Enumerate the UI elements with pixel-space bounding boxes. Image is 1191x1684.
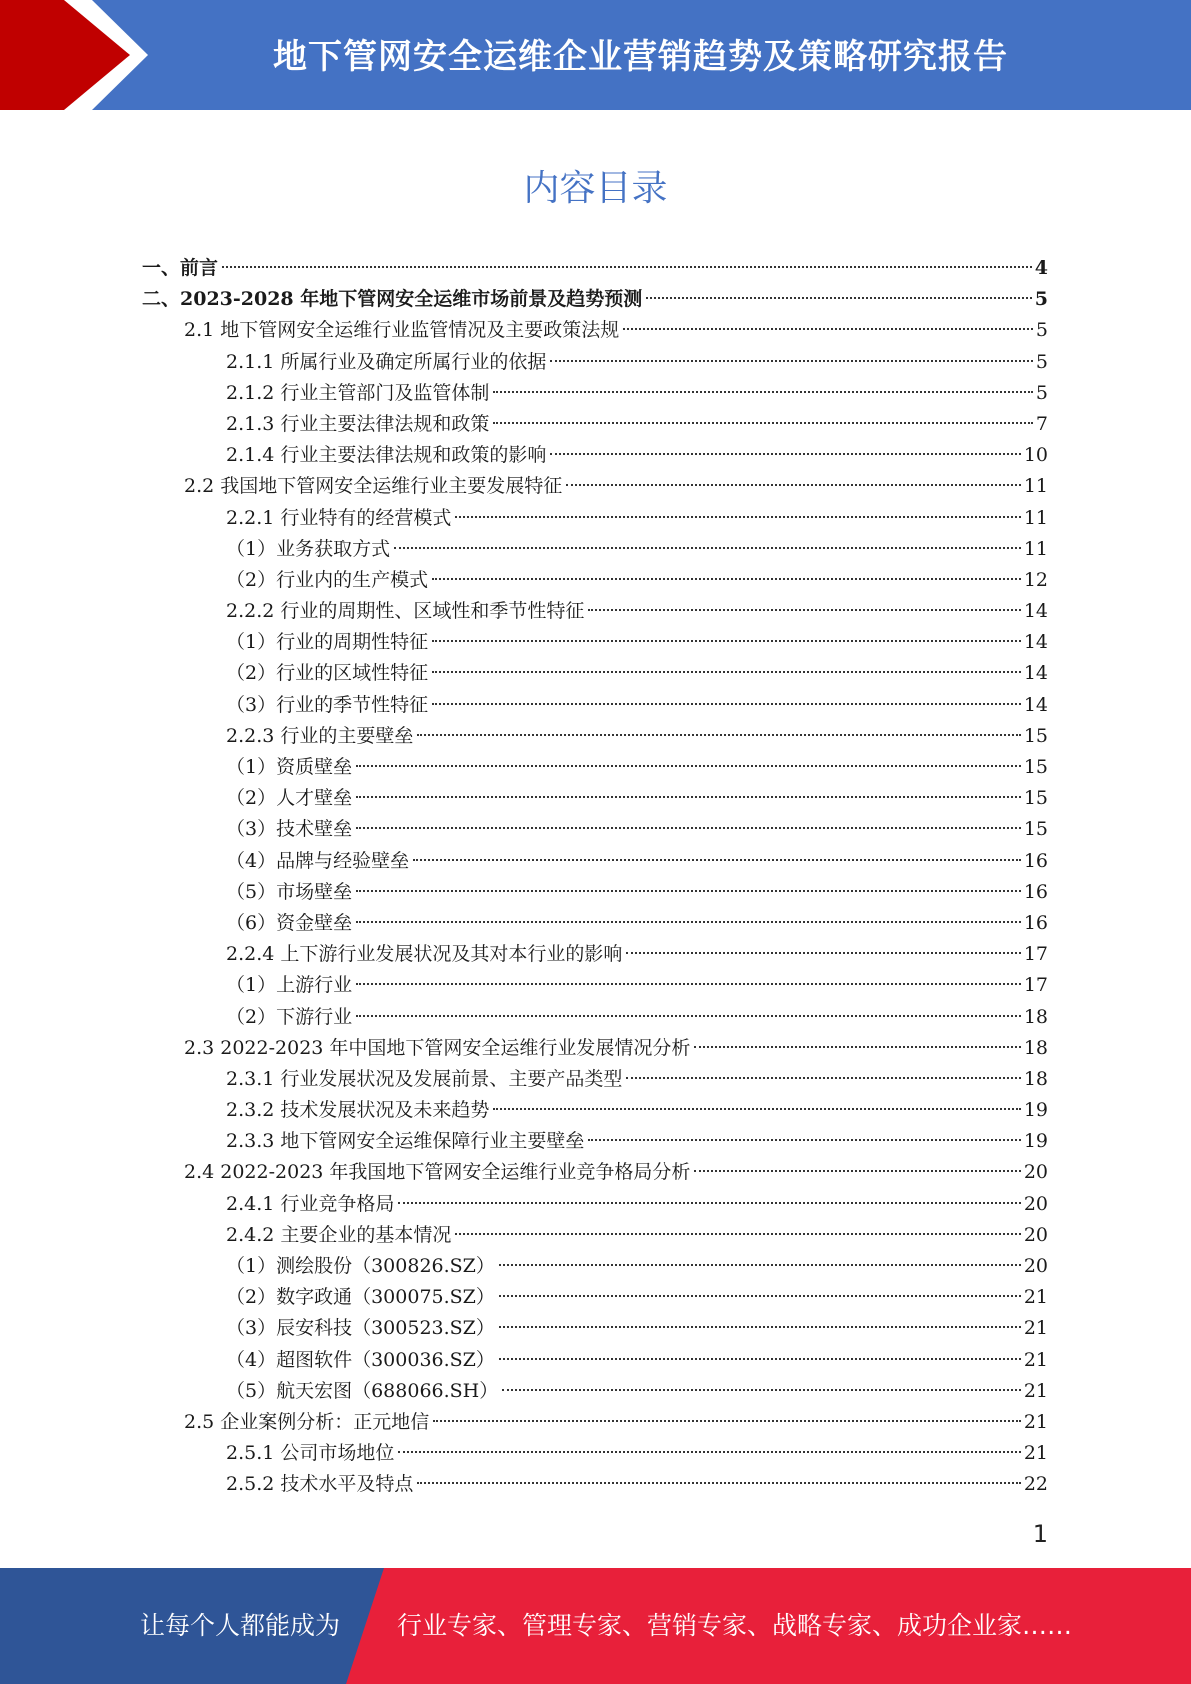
toc-entry[interactable] [142, 284, 1048, 315]
toc-entry-title: （1）测绘股份（300826.SZ） [226, 1255, 495, 1277]
toc-entry-title: 2.1.3 行业主要法律法规和政策 [226, 412, 490, 435]
page-header [0, 0, 1191, 110]
toc-dot-leader [432, 703, 1021, 705]
toc-entry-title: （3）技术壁垒 [226, 818, 353, 841]
toc-entry-title: 2.2.3 行业的主要壁垒 [226, 724, 414, 747]
toc-entry-title: 2.5 企业案例分析：正元地信 [184, 1410, 430, 1433]
toc-entry[interactable] [226, 939, 1048, 970]
toc-dot-leader [394, 547, 1021, 549]
toc-entry[interactable] [226, 627, 1048, 658]
toc-entry-title: 2.2.4 上下游行业发展状况及其对本行业的影响 [226, 943, 623, 966]
toc-entry[interactable] [226, 721, 1048, 752]
toc-entry-page: 20 [1023, 1223, 1048, 1246]
toc-dot-leader [550, 360, 1033, 362]
toc-entry-page: 18 [1023, 1067, 1048, 1090]
toc-dot-leader [433, 1420, 1021, 1422]
toc-entry[interactable] [226, 752, 1048, 783]
toc-entry-page: 5 [1035, 319, 1048, 342]
toc-entry-page: 10 [1023, 444, 1048, 467]
toc-dot-leader [417, 734, 1020, 736]
toc-entry-title: （1）上游行业 [226, 974, 353, 997]
toc-dot-leader [493, 391, 1033, 393]
toc-entry[interactable] [226, 1376, 1048, 1407]
toc-dot-leader [626, 952, 1020, 954]
toc-dot-leader [398, 1451, 1020, 1453]
toc-entry[interactable] [226, 908, 1048, 939]
toc-dot-leader [646, 297, 1032, 299]
toc-entry-page: 15 [1023, 724, 1048, 747]
toc-dot-leader [623, 328, 1033, 330]
toc-entry[interactable] [226, 1095, 1048, 1126]
toc-entry[interactable] [226, 1064, 1048, 1095]
toc-entry-page: 21 [1023, 1410, 1048, 1433]
toc-dot-leader [499, 1264, 1021, 1266]
toc-entry-title: （6）资金壁垒 [226, 911, 353, 934]
toc-entry-page: 14 [1023, 693, 1048, 716]
toc-entry-page: 21 [1023, 1348, 1048, 1371]
toc-dot-leader [550, 453, 1020, 455]
toc-entry[interactable] [226, 347, 1048, 378]
toc-entry[interactable] [226, 1189, 1048, 1220]
toc-entry-page: 22 [1023, 1473, 1048, 1496]
toc-entry-title: （5）航天宏图（688066.SH） [226, 1379, 499, 1402]
toc-entry[interactable] [226, 440, 1048, 471]
toc-entry[interactable] [226, 1002, 1048, 1033]
toc-entry-page: 11 [1023, 537, 1048, 560]
toc-entry-page: 14 [1023, 662, 1048, 685]
toc-entry[interactable] [226, 1438, 1048, 1469]
toc-entry-title: 2.3.1 行业发展状况及发展前景、主要产品类型 [226, 1067, 623, 1090]
toc-dot-leader [499, 1295, 1021, 1297]
toc-dot-leader [499, 1326, 1021, 1328]
toc-entry-title: 2.5.1 公司市场地位 [226, 1442, 395, 1465]
toc-entry-page: 15 [1023, 818, 1048, 841]
report-title: 地下管网安全运维企业营销趋势及策略研究报告 [273, 36, 1008, 77]
toc-entry-title: 一、前言 [142, 257, 219, 279]
toc-dot-leader [493, 1108, 1020, 1110]
toc-entry-title: （2）下游行业 [226, 1005, 353, 1028]
toc-dot-leader [502, 1389, 1021, 1391]
table-of-contents [0, 253, 1191, 1501]
toc-dot-leader [588, 609, 1020, 611]
toc-entry-title: 二、2023-2028 年地下管网安全运维市场前景及趋势预测 [142, 288, 643, 311]
page-footer [0, 1568, 1191, 1684]
toc-entry-page: 16 [1023, 911, 1048, 934]
toc-dot-leader [356, 921, 1021, 923]
toc-entry-title: （1）业务获取方式 [226, 537, 391, 560]
toc-entry-page: 18 [1023, 1005, 1048, 1028]
toc-entry-title: （3）辰安科技（300523.SZ） [226, 1317, 495, 1340]
toc-dot-leader [566, 484, 1021, 486]
toc-entry[interactable] [226, 814, 1048, 845]
toc-entry-page: 17 [1023, 974, 1048, 997]
toc-entry-page: 4 [1034, 257, 1048, 279]
toc-dot-leader [356, 796, 1021, 798]
toc-dot-leader [398, 1202, 1020, 1204]
toc-entry-page: 12 [1023, 568, 1048, 591]
toc-entry-title: （2）人才壁垒 [226, 787, 353, 810]
toc-entry[interactable] [184, 315, 1048, 346]
toc-entry-page: 7 [1035, 412, 1048, 435]
toc-entry-page: 5 [1035, 381, 1048, 404]
toc-entry[interactable] [226, 1469, 1048, 1500]
toc-entry[interactable] [184, 1033, 1048, 1064]
toc-dot-leader [588, 1139, 1020, 1141]
toc-entry-page: 11 [1023, 475, 1048, 498]
toc-entry-page: 15 [1023, 787, 1048, 810]
toc-dot-leader [417, 1482, 1020, 1484]
toc-entry-page: 14 [1023, 631, 1048, 654]
toc-entry[interactable] [226, 409, 1048, 440]
toc-entry-title: 2.3.2 技术发展状况及未来趋势 [226, 1099, 490, 1122]
toc-entry-page: 20 [1023, 1161, 1048, 1184]
toc-entry-title: 2.4.1 行业竞争格局 [226, 1192, 395, 1215]
toc-entry[interactable] [226, 503, 1048, 534]
toc-entry[interactable] [226, 1282, 1048, 1313]
toc-dot-leader [356, 765, 1021, 767]
toc-dot-leader [413, 859, 1021, 861]
toc-entry[interactable] [226, 1251, 1048, 1282]
toc-dot-leader [499, 1358, 1021, 1360]
toc-entry-title: 2.1.2 行业主管部门及监管体制 [226, 381, 490, 404]
footer-slogan-right: 行业专家、管理专家、营销专家、战略专家、成功企业家…… [397, 1611, 1073, 1640]
toc-entry[interactable] [226, 596, 1048, 627]
toc-entry-title: （2）数字政通（300075.SZ） [226, 1286, 495, 1309]
toc-entry-title: （2）行业内的生产模式 [226, 568, 429, 591]
toc-heading: 内容目录 [523, 168, 668, 209]
toc-entry-title: 2.3 2022-2023 年中国地下管网安全运维行业发展情况分析 [184, 1036, 691, 1059]
toc-entry-title: 2.3.3 地下管网安全运维保障行业主要壁垒 [226, 1130, 585, 1153]
toc-entry[interactable] [226, 378, 1048, 409]
toc-entry-title: 2.1.1 所属行业及确定所属行业的依据 [226, 350, 547, 373]
toc-entry-page: 20 [1023, 1255, 1048, 1277]
toc-entry[interactable] [226, 1345, 1048, 1376]
toc-entry[interactable] [226, 1220, 1048, 1251]
toc-dot-leader [356, 983, 1021, 985]
toc-dot-leader [626, 1077, 1020, 1079]
toc-entry-page: 21 [1023, 1379, 1048, 1402]
footer-slogan-left: 让每个人都能成为 [140, 1611, 341, 1640]
toc-entry-title: （3）行业的季节性特征 [226, 693, 429, 716]
toc-entry-page: 19 [1023, 1130, 1048, 1153]
toc-dot-leader [432, 640, 1021, 642]
toc-entry-title: （2）行业的区域性特征 [226, 662, 429, 685]
toc-dot-leader [455, 516, 1020, 518]
page-number: 1 [1032, 1520, 1048, 1548]
toc-dot-leader [455, 1233, 1020, 1235]
toc-dot-leader [222, 266, 1032, 268]
toc-entry[interactable] [226, 534, 1048, 565]
toc-entry[interactable] [184, 1157, 1048, 1188]
toc-entry-title: （4）品牌与经验壁垒 [226, 849, 410, 872]
toc-dot-leader [432, 671, 1021, 673]
toc-entry-title: （5）市场壁垒 [226, 880, 353, 903]
toc-entry-page: 19 [1023, 1099, 1048, 1122]
toc-entry-title: 2.4 2022-2023 年我国地下管网安全运维行业竞争格局分析 [184, 1161, 691, 1184]
toc-entry[interactable] [184, 471, 1048, 502]
toc-entry-page: 16 [1023, 880, 1048, 903]
toc-dot-leader [694, 1170, 1020, 1172]
toc-entry[interactable] [226, 783, 1048, 814]
toc-entry[interactable] [226, 690, 1048, 721]
header-arrow-decoration [0, 0, 160, 110]
toc-entry[interactable] [226, 846, 1048, 877]
toc-entry-page: 15 [1023, 756, 1048, 778]
toc-entry-page: 18 [1023, 1036, 1048, 1059]
toc-entry-title: 2.1 地下管网安全运维行业监管情况及主要政策法规 [184, 319, 620, 342]
toc-entry[interactable] [184, 1407, 1048, 1438]
toc-entry-title: （1）行业的周期性特征 [226, 631, 429, 654]
toc-entry-page: 16 [1023, 849, 1048, 872]
toc-entry-page: 21 [1023, 1317, 1048, 1340]
toc-entry-title: 2.2.2 行业的周期性、区域性和季节性特征 [226, 600, 585, 623]
toc-entry-page: 17 [1023, 943, 1048, 966]
toc-dot-leader [493, 422, 1033, 424]
toc-entry[interactable] [226, 970, 1048, 1001]
toc-dot-leader [356, 890, 1021, 892]
toc-dot-leader [694, 1046, 1020, 1048]
toc-entry[interactable] [226, 1313, 1048, 1344]
toc-entry-page: 5 [1035, 350, 1048, 373]
toc-entry-page: 14 [1023, 600, 1048, 623]
toc-entry-page: 5 [1034, 288, 1048, 311]
toc-entry-page: 21 [1023, 1286, 1048, 1309]
toc-entry-title: 2.2 我国地下管网安全运维行业主要发展特征 [184, 475, 563, 498]
toc-entry-title: 2.1.4 行业主要法律法规和政策的影响 [226, 444, 547, 467]
toc-entry[interactable] [226, 1126, 1048, 1157]
toc-entry-title: 2.2.1 行业特有的经营模式 [226, 506, 452, 529]
toc-entry[interactable] [142, 253, 1048, 284]
toc-entry-page: 11 [1023, 506, 1048, 529]
toc-entry-title: 2.4.2 主要企业的基本情况 [226, 1223, 452, 1246]
toc-entry[interactable] [226, 877, 1048, 908]
toc-entry-page: 20 [1023, 1192, 1048, 1215]
toc-entry-page: 21 [1023, 1442, 1048, 1465]
toc-dot-leader [356, 1015, 1021, 1017]
toc-dot-leader [356, 827, 1021, 829]
toc-entry-title: （1）资质壁垒 [226, 756, 353, 778]
toc-entry[interactable] [226, 565, 1048, 596]
toc-entry[interactable] [226, 658, 1048, 689]
toc-entry-title: （4）超图软件（300036.SZ） [226, 1348, 495, 1371]
toc-dot-leader [432, 578, 1021, 580]
toc-entry-title: 2.5.2 技术水平及特点 [226, 1473, 414, 1496]
